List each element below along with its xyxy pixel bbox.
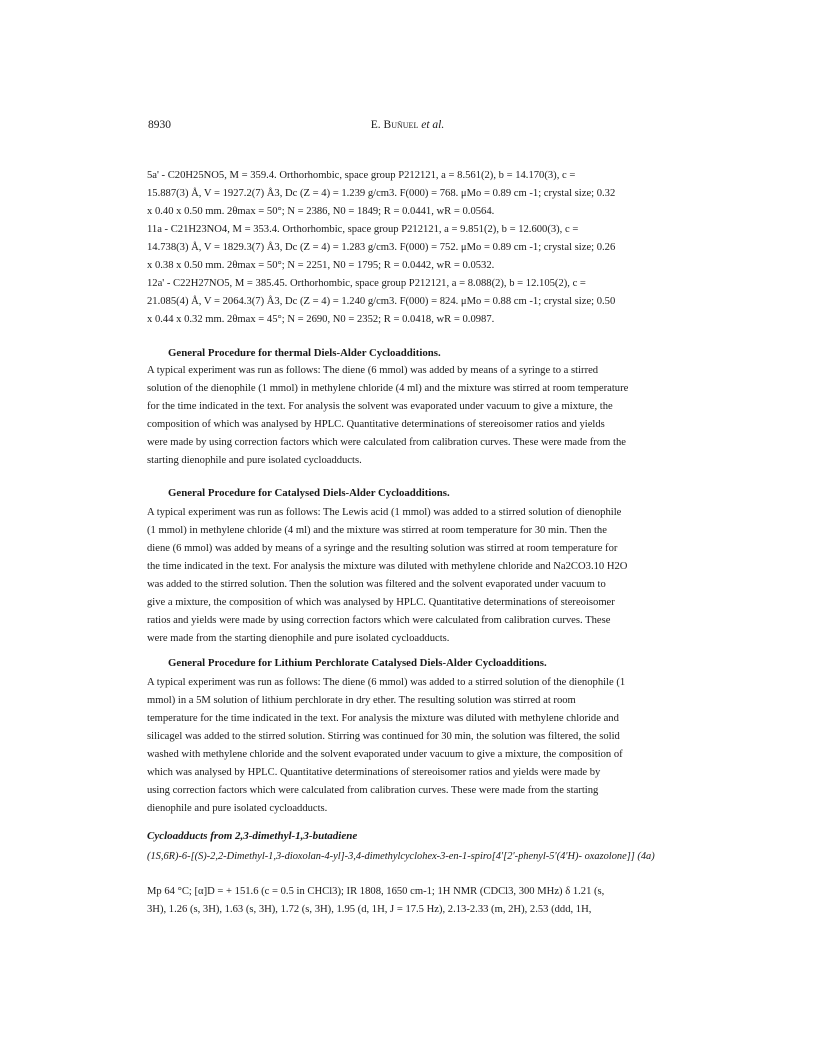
section-heading-catalysed: General Procedure for Catalysed Diels-Alder Cycloadditions. [168,487,450,499]
section-heading-lithium: General Procedure for Lithium Perchlorate Catalysed Diels-Alder Cycloadditions. [168,657,547,669]
body-line: washed with methylene chloride and the solvent evaporated under vacuum to give a mixture, the composition of [147,749,623,760]
body-line: using correction factors which were calculated from calibration curves. These were made from the starting [147,785,599,796]
compound-name [147,848,679,865]
crystal-line: 12a' - C22H27NO5, M = 385.45. Orthorhombic, space group P212121, a = 8.088(2), b = 12.105(2), c = [147,278,586,289]
section-heading-thermal: General Procedure for thermal Diels-Alder Cycloadditions. [168,347,441,359]
crystal-line: x 0.44 x 0.32 mm. 2θmax = 45°; N = 2690, N0 = 2352; R = 0.0418, wR = 0.0987. [147,314,495,325]
crystal-line: 14.738(3) Å, V = 1829.3(7) Å3, Dc (Z = 4) = 1.283 g/cm3. F(000) = 752. μMo = 0.89 cm -1; crystal size; 0.26 [147,242,616,253]
body-line: solution of the dienophile (1 mmol) in methylene chloride (4 ml) and the mixture was stirred at room temperature [147,383,629,394]
cycloadducts-heading: Cycloadducts from 2,3-dimethyl-1,3-butadiene [147,830,358,842]
section-body-thermal [147,362,679,470]
body-line: were made from the starting dienophile and pure isolated cycloadducts. [147,633,450,644]
section-body-catalysed [147,504,679,648]
body-line: dienophile and pure isolated cycloadducts. [147,803,328,814]
compound-line: oxazolone]] (4a) [584,851,655,862]
crystal-data-block [147,167,679,329]
body-line: the time indicated in the text. For analysis the mixture was diluted with methylene chloride and Na2CO3.10 H2O [147,561,628,572]
crystal-line: 15.887(3) Å, V = 1927.2(7) Å3, Dc (Z = 4) = 1.239 g/cm3. F(000) = 768. μMo = 0.89 cm -1; crystal size; 0.32 [147,188,616,199]
crystal-line: x 0.38 x 0.50 mm. 2θmax = 50°; N = 2251, N0 = 1795; R = 0.0442, wR = 0.0532. [147,260,495,271]
page-number: 8930 [148,119,171,131]
body-line: temperature for the time indicated in the text. For analysis the mixture was diluted with methylene chloride and [147,713,619,724]
body-line: starting dienophile and pure isolated cycloadducts. [147,455,362,466]
body-line: mmol) in a 5M solution of lithium perchlorate in dry ether. The resulting solution was stirred at room [147,695,576,706]
body-line: A typical experiment was run as follows: The diene (6 mmol) was added by means of a syringe to a stirred [147,365,599,376]
body-line: diene (6 mmol) was added by means of a syringe and the resulting solution was stirred at room temperature for [147,543,618,554]
body-line: which was analysed by HPLC. Quantitative determinations of stereoisomer ratios and yields were made by [147,767,601,778]
running-head-author: E. Buñuel [370,119,422,131]
data-line: 3H), 1.26 (s, 3H), 1.63 (s, 3H), 1.72 (s, 3H), 1.95 (d, 1H, J = 17.5 Hz), 2.13-2.33 (m, 2H), 2.53 (ddd, 1H, [147,904,592,915]
running-head-etal: et al. [421,119,445,131]
body-line: ratios and yields were made by using correction factors which were calculated from calibration curves. These [147,615,611,626]
data-line: Mp 64 °C; [α]D = + 151.6 (c = 0.5 in CHCl3); IR 1808, 1650 cm-1; 1H NMR (CDCl3, 300 MHz) δ 1.21 (s, [147,886,605,897]
compound-line: (1S,6R)-6-[(S)-2,2-Dimethyl-1,3-dioxolan-4-yl]-3,4-dimethylcyclohex-3-en-1-spiro[4'[2'-phenyl-5'(4'H)- [147,851,582,862]
crystal-line: 11a - C21H23NO4, M = 353.4. Orthorhombic, space group P212121, a = 9.851(2), b = 12.600(3), c = [147,224,579,235]
body-line: give a mixture, the composition of which was analysed by HPLC. Quantitative determinations of stereoisomer [147,597,615,608]
body-line: were made by using correction factors which were calculated from calibration curves. These were made from the [147,437,626,448]
running-head [0,119,815,131]
crystal-line: x 0.40 x 0.50 mm. 2θmax = 50°; N = 2386, N0 = 1849; R = 0.0441, wR = 0.0564. [147,206,495,217]
crystal-line: 21.085(4) Å, V = 2064.3(7) Å3, Dc (Z = 4) = 1.240 g/cm3. F(000) = 824. μMo = 0.88 cm -1; crystal size; 0.50 [147,296,616,307]
compound-data [147,883,679,919]
body-line: was added to the stirred solution. Then the solution was filtered and the solvent evaporated under vacuum to [147,579,606,590]
section-body-lithium [147,674,679,818]
body-line: (1 mmol) in methylene chloride (4 ml) and the mixture was stirred at room temperature for 30 min. Then the [147,525,607,536]
body-line: for the time indicated in the text. For analysis the solvent was evaporated under vacuum to give a mixture, the [147,401,613,412]
crystal-line: 5a' - C20H25NO5, M = 359.4. Orthorhombic, space group P212121, a = 8.561(2), b = 14.170(3), c = [147,170,576,181]
body-line: silicagel was added to the stirred solution. Stirring was continued for 30 min, the solution was filtered, the solid [147,731,620,742]
body-line: A typical experiment was run as follows: The diene (6 mmol) was added to a stirred solution of the dienophile (1 [147,677,626,688]
body-line: composition of which was analysed by HPLC. Quantitative determinations of stereoisomer ratios and yields [147,419,605,430]
body-line: A typical experiment was run as follows: The Lewis acid (1 mmol) was added to a stirred solution of dienophile [147,507,622,518]
